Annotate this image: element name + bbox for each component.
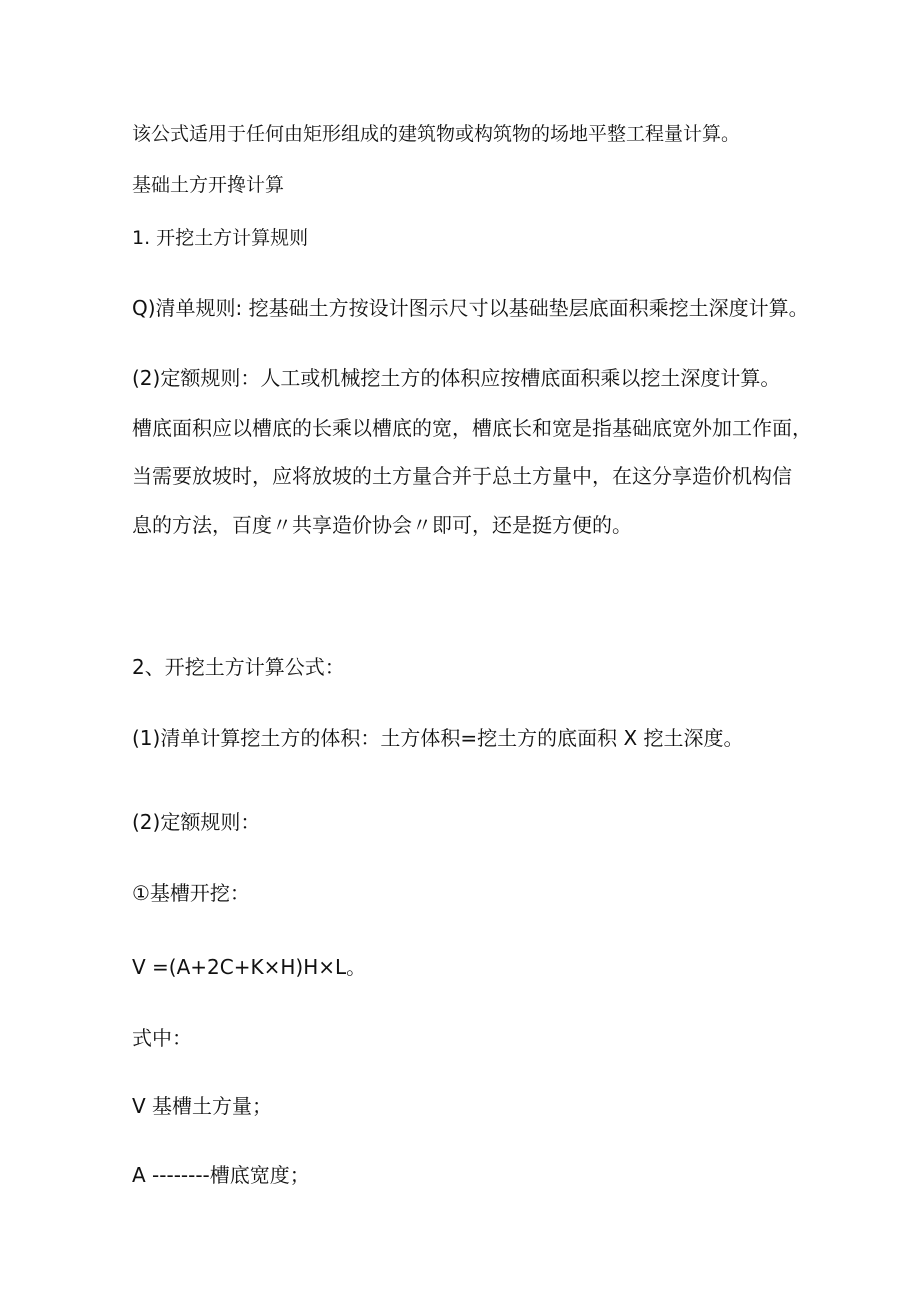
definition-a: A --------槽底宽度； xyxy=(132,1163,310,1187)
rule-quota-cont-3: 息的方法，百度〃共享造价协会〃即可，还是挺方便的。 xyxy=(132,513,632,537)
paragraph-intro: 该公式适用于任何由矩形组成的建筑物或构筑物的场地平整工程量计算。 xyxy=(132,123,741,145)
subheading-rules: 1. 开挖土方计算规则 xyxy=(132,227,309,249)
rule-quota-cont-1: 槽底面积应以槽底的长乘以槽底的宽，槽底长和宽是指基础底宽外加工作面， xyxy=(132,416,812,440)
where-label: 式中： xyxy=(132,1026,192,1050)
rule-list: Q)清单规则: 挖基础土方按设计图示尺寸以基础垫层底面积乘挖土深度计算。 xyxy=(132,296,809,320)
formula-quota-heading: (2)定额规则： xyxy=(132,810,261,834)
trench-excavation-heading: ①基槽开挖： xyxy=(132,881,250,905)
formula-list: (1)清单计算挖土方的体积：土方体积=挖土方的底面积 X 挖土深度。 xyxy=(132,726,744,750)
rule-quota: (2)定额规则：人工或机械挖土方的体积应按槽底面积乘以挖土深度计算。 xyxy=(132,366,781,390)
definition-v: V 基槽土方量； xyxy=(132,1094,273,1118)
rule-quota-cont-2: 当需要放坡时，应将放坡的土方量合并于总土方量中，在这分享造价机构信 xyxy=(132,464,792,488)
formula-expression: V =(A+2C+K×H)H×L。 xyxy=(132,955,367,979)
section-heading: 基础土方开搀计算 xyxy=(132,174,285,196)
subheading-formula: 2、开挖土方计算公式： xyxy=(132,655,345,679)
